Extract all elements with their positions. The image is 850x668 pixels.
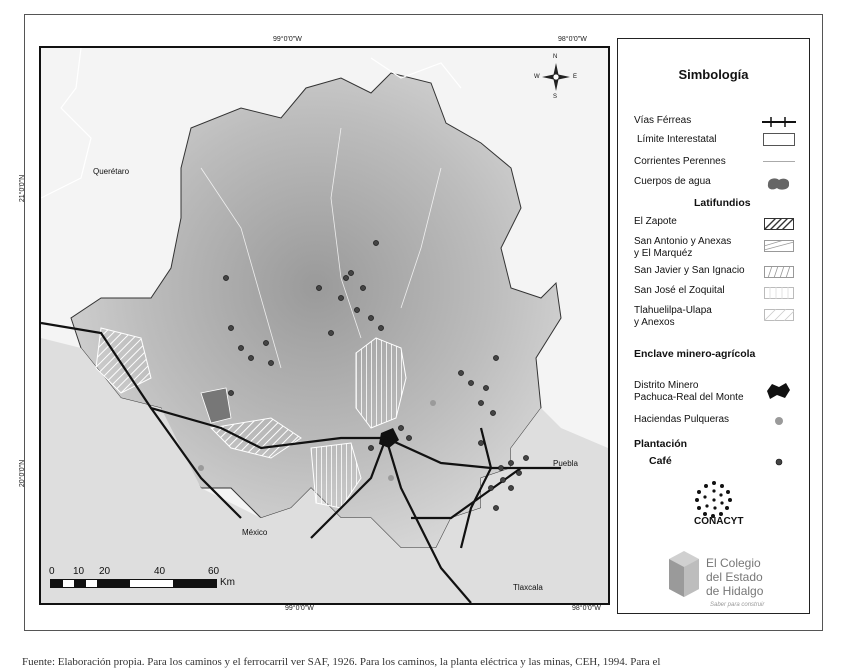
hacienda-icon [774,416,784,426]
legend-tlahuelilpa-1: Tlahuelilpa-Ulapa [634,305,712,316]
legend-latifundios: Latifundios [694,197,751,209]
legend-haciendas: Haciendas Pulqueras [634,414,730,425]
conacyt-logo [692,479,736,519]
colegio-name-2: del Estado [706,570,763,584]
water-body-icon [766,176,792,192]
legend-cafe: Café [649,455,672,467]
legend-zapote: El Zapote [634,216,677,227]
legend-san-antonio-2: y El Marquéz [634,248,693,259]
place-queretaro: Querétaro [93,167,130,176]
scale-tick-60: 60 [208,566,220,577]
legend-plantacion: Plantación [634,438,688,450]
scale-tick-40: 40 [154,566,166,577]
legend-title: Simbología [678,67,749,82]
legend-cuerpos: Cuerpos de agua [634,176,711,187]
river-icon [763,161,795,162]
san-antonio-swatch [764,240,794,252]
colegio-name-3: de Hidalgo [706,584,764,598]
conacyt-name: CONACYT [694,516,744,527]
scale-unit: Km [220,577,235,588]
compass-w: W [534,74,540,80]
san-jose-swatch [764,287,794,299]
legend-distrito-1: Distrito Minero [634,380,699,391]
boundary-icon [763,133,795,146]
coord-left-lower: 20°0'0"N [19,459,27,488]
legend-san-jose: San José el Zoquital [634,285,725,296]
scale-bar [50,579,217,588]
colegio-name-1: El Colegio [706,556,761,570]
legend-distrito-2: Pachuca-Real del Monte [634,392,744,403]
railway-icon [762,117,796,127]
legend-limite: Límite Interestatal [637,134,717,145]
legend-corrientes: Corrientes Perennes [634,156,726,167]
place-tlaxcala: Tlaxcala [513,583,543,592]
scale-tick-0: 0 [49,566,55,577]
map-canvas [41,48,608,603]
coord-bottom-left: 99°0'0"W [285,605,314,612]
legend-panel [617,38,810,614]
coord-top-left: 99°0'0"W [273,36,302,43]
coffee-icon [775,458,783,466]
compass-rose [541,62,571,92]
map-area [39,46,610,605]
place-puebla: Puebla [553,459,578,468]
legend-tlahuelilpa-2: y Anexos [634,317,675,328]
compass-n: N [553,54,558,60]
state-boundary-north [41,48,91,198]
compass-e: E [573,74,578,80]
legend-san-antonio-1: San Antonio y Anexas [634,236,732,247]
coord-top-right: 98°0'0"W [558,36,587,43]
legend-san-javier: San Javier y San Ignacio [634,265,745,276]
scale-tick-20: 20 [99,566,111,577]
source-caption: Fuente: Elaboración propia. Para los caminos y el ferrocarril ver SAF, 1926. Para los caminos, la planta eléctrica y las minas, CEH, 1994. Para el [22,656,661,668]
mining-district-icon [764,381,792,401]
legend-vias: Vías Férreas [634,115,692,126]
scale-tick-10: 10 [73,566,85,577]
coord-bottom-right: 98°0'0"W [572,605,601,612]
san-javier-swatch [764,266,794,278]
coord-left-upper: 21°0'0"N [19,174,27,203]
place-mexico: México [242,528,268,537]
legend-enclave: Enclave minero-agrícola [634,348,756,360]
zapote-swatch [764,218,794,230]
colegio-tagline: Saber para construir [710,602,765,608]
tlahuelilpa-swatch [764,309,794,321]
colegio-logo [667,549,701,599]
compass-s: S [553,94,558,100]
